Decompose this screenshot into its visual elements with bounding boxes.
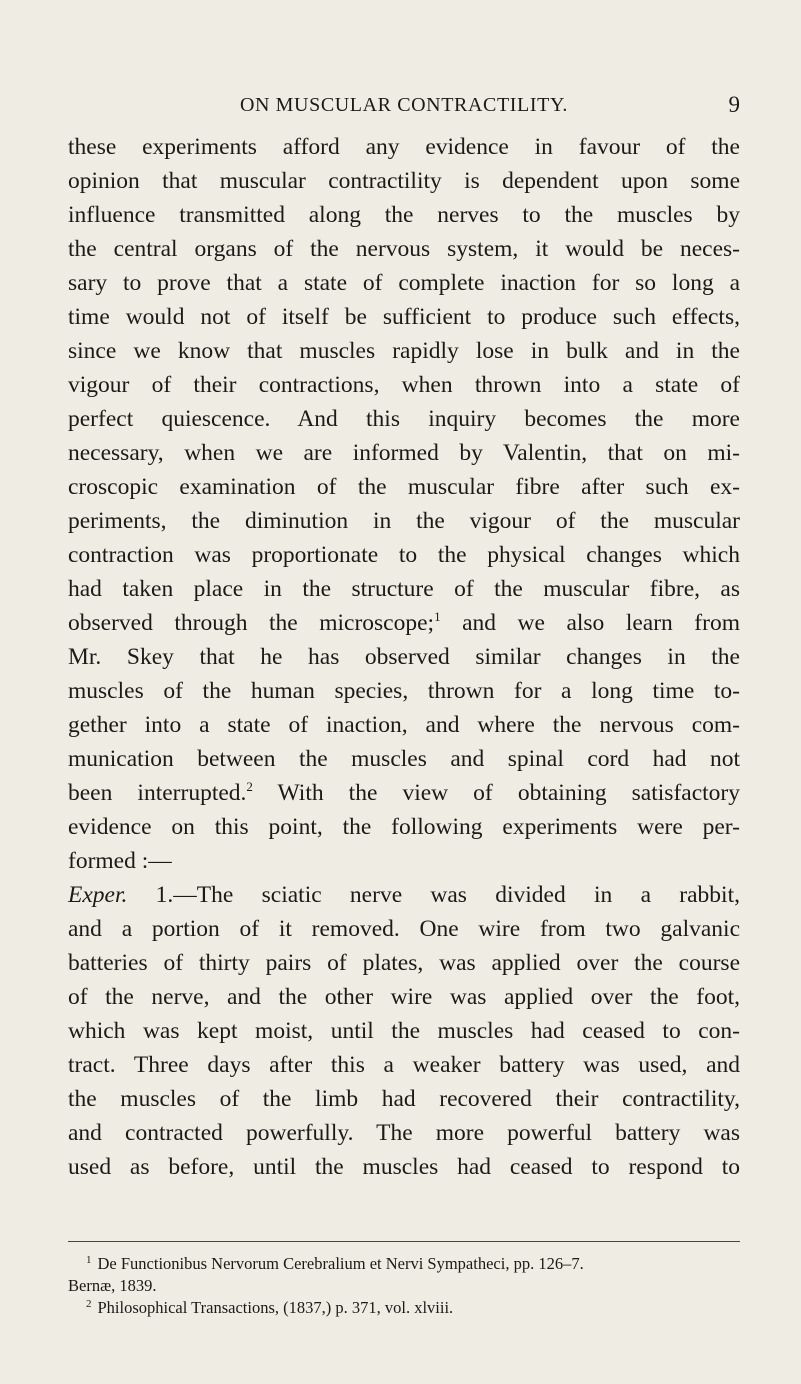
text-line: these experiments afford any evidence in favour of the — [68, 134, 740, 160]
text-line: time would not of itself be sufficient to produce such effects, — [68, 304, 740, 330]
text-line: periments, the diminution in the vigour of the muscular — [68, 508, 740, 534]
text-line: contraction was proportionate to the physical changes which — [68, 542, 740, 568]
text-line: gether into a state of inaction, and where the nervous com- — [68, 712, 740, 738]
text-line: necessary, when we are informed by Valentin, that on mi- — [68, 440, 740, 466]
text-line: batteries of thirty pairs of plates, was applied over the course — [68, 950, 740, 976]
text-line: which was kept moist, until the muscles had ceased to con- — [68, 1018, 740, 1044]
text-segment: and we also learn from — [440, 610, 740, 636]
text-line-with-ref — [68, 606, 740, 640]
text-segment: With the view of obtaining satisfactory — [252, 780, 740, 806]
text-line: used as before, until the muscles had ceased to respond to — [68, 1154, 740, 1180]
text-line: sary to prove that a state of complete inaction for so long a — [68, 270, 740, 296]
text-line: tract. Three days after this a weaker battery was used, and — [68, 1052, 740, 1078]
text-segment: been interrupted. — [68, 780, 247, 806]
text-line: vigour of their contractions, when thrown into a state of — [68, 372, 740, 398]
footnote-text: Philosophical Transactions, (1837,) p. 371, vol. xlviii. — [97, 1298, 454, 1317]
text-line: perfect quiescence. And this inquiry becomes the more — [68, 406, 740, 432]
page-number: 9 — [728, 92, 740, 117]
text-line-with-ref — [68, 776, 740, 810]
text-line: the muscles of the limb had recovered their contractility, — [68, 1086, 740, 1112]
text-segment: 1.—The sciatic nerve was divided in a rabbit, — [127, 882, 740, 908]
text-line: formed :— — [68, 848, 172, 874]
footnote-divider — [68, 1241, 740, 1242]
text-line: opinion that muscular contractility is dependent upon some — [68, 168, 740, 194]
text-line: muscles of the human species, thrown for a long time to- — [68, 678, 740, 704]
footnote-1-continued: Bernæ, 1839. — [68, 1276, 157, 1295]
text-segment: observed through the microscope; — [68, 610, 435, 636]
footnotes — [68, 1253, 740, 1319]
experiment-label: Exper. — [68, 882, 128, 908]
experiment-heading-line — [68, 878, 740, 912]
footnote-2 — [68, 1297, 740, 1319]
text-line: and contracted powerfully. The more powerful battery was — [68, 1120, 740, 1146]
text-line: munication between the muscles and spinal cord had not — [68, 746, 740, 772]
text-line: and a portion of it removed. One wire from two galvanic — [68, 916, 740, 942]
text-line: croscopic examination of the muscular fibre after such ex- — [68, 474, 740, 500]
footnote-1 — [68, 1253, 740, 1275]
text-line: of the nerve, and the other wire was applied over the foot, — [68, 984, 740, 1010]
body-text — [68, 130, 740, 1184]
text-line: the central organs of the nervous system, it would be neces- — [68, 236, 740, 262]
footnote-marker: 1 — [86, 1254, 92, 1266]
footnote-ref-2: 2 — [246, 779, 253, 794]
text-line: had taken place in the structure of the muscular fibre, as — [68, 576, 740, 602]
footnote-text: De Functionibus Nervorum Cerebralium et Nervi Sympatheci, pp. 126–7. — [97, 1254, 584, 1273]
text-line: Mr. Skey that he has observed similar changes in the — [68, 644, 740, 670]
text-line: since we know that muscles rapidly lose in bulk and in the — [68, 338, 740, 364]
text-line: evidence on this point, the following experiments were per- — [68, 814, 740, 840]
footnote-marker: 2 — [86, 1298, 92, 1310]
text-line: influence transmitted along the nerves to the muscles by — [68, 202, 740, 228]
running-title: ON MUSCULAR CONTRACTILITY. — [239, 94, 569, 116]
footnote-ref-1: 1 — [434, 609, 441, 624]
page-header — [68, 92, 740, 120]
